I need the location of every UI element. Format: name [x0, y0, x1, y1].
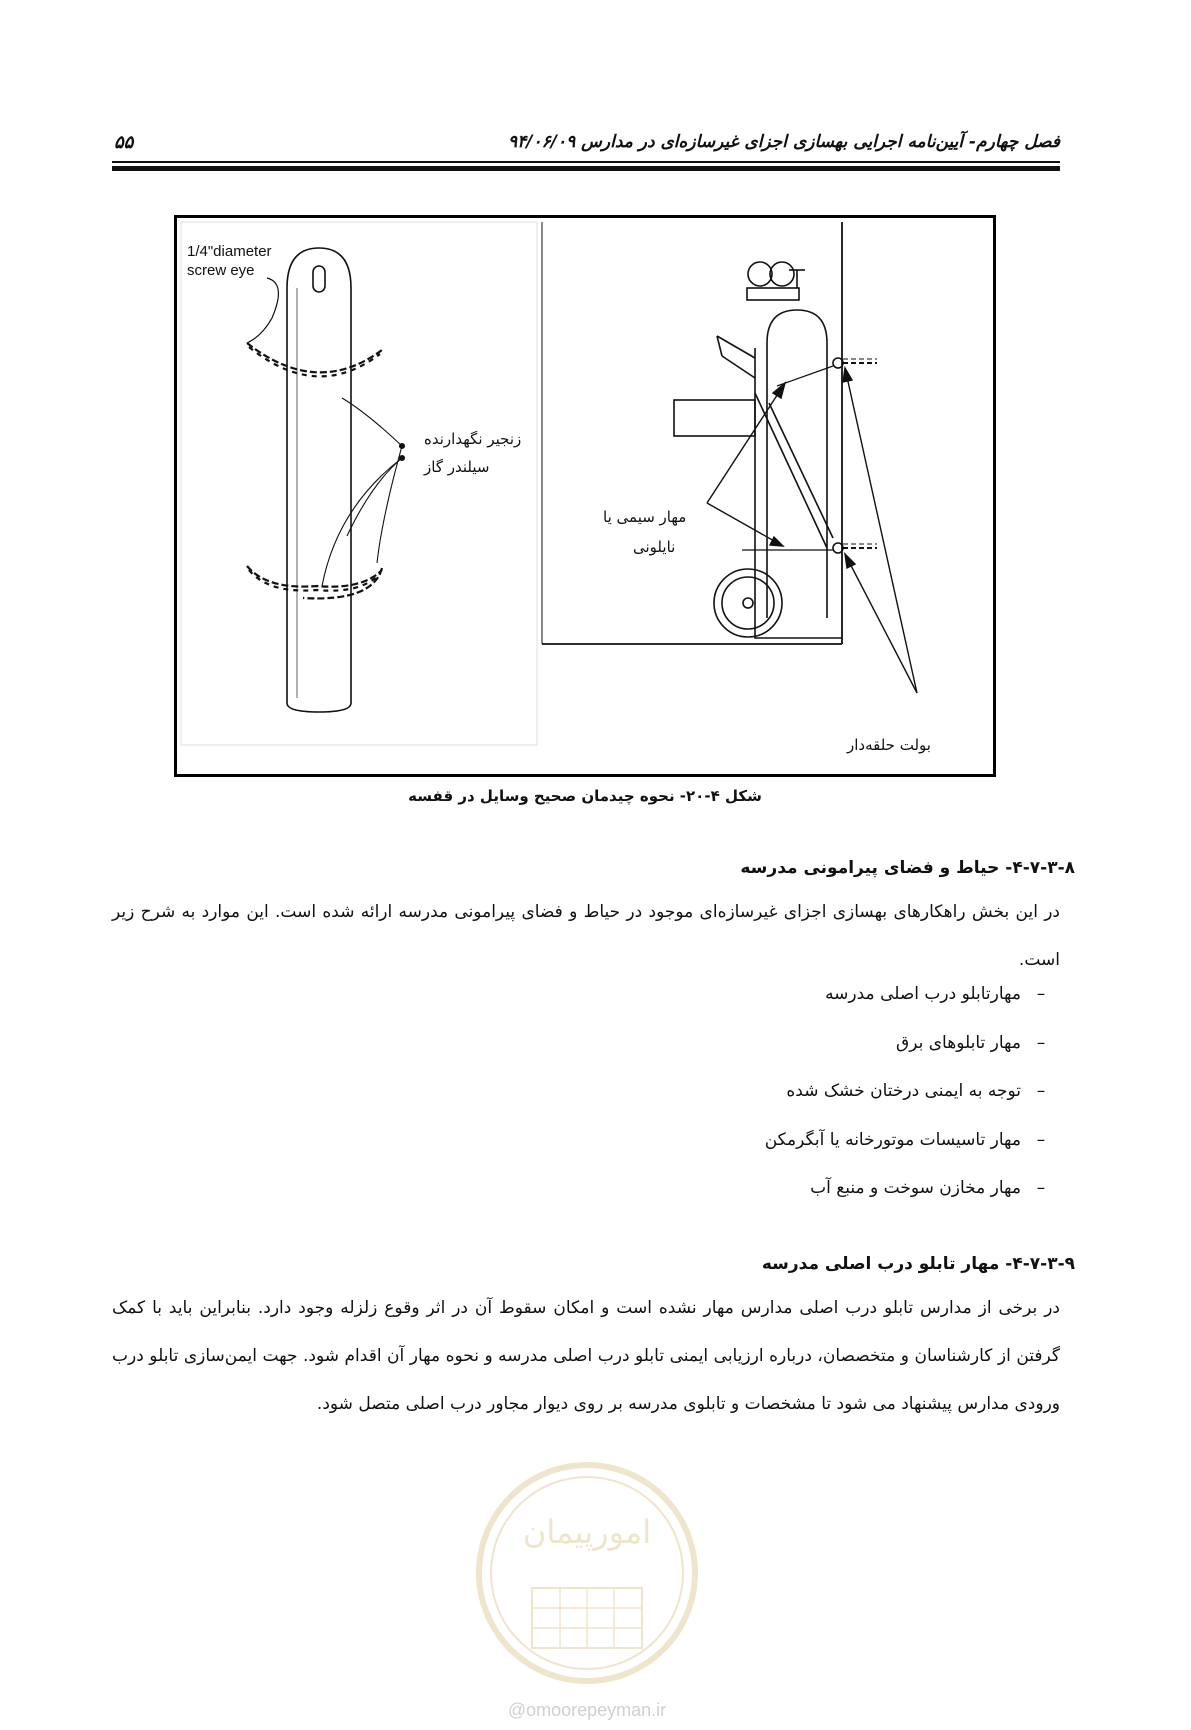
chain-upper	[247, 343, 382, 376]
list-item: –مهار تابلوهای برق	[765, 1033, 1061, 1082]
gas-cylinder-left	[287, 248, 351, 712]
eye-bolts	[833, 358, 877, 553]
label-chain-line2: سیلندر گاز	[424, 458, 490, 476]
list-item: –مهار تاسیسات موتورخانه یا آبگرمکن	[765, 1130, 1061, 1179]
list-item: –توجه به ایمنی درختان خشک شده	[765, 1081, 1061, 1130]
list-item: –مهار مخازن سوخت و منبع آب	[765, 1178, 1061, 1227]
chain-lower	[247, 566, 382, 598]
bullet-dash: –	[1036, 1081, 1046, 1101]
figure-gas-cylinder-restraint	[174, 215, 996, 777]
label-strap-line1: مهار سیمی یا	[603, 508, 687, 526]
watermark-logo	[472, 1458, 702, 1730]
section-8-list	[765, 984, 1061, 1227]
figure-drawing	[177, 218, 993, 774]
bullet-dash: –	[1036, 1129, 1046, 1150]
chapter-title: فصل چهارم- آیین‌نامه اجرایی بهسازی اجزای غیرسازه‌ای در مدارس ۹۴/۰۶/۰۹	[508, 132, 1060, 152]
hand-truck	[674, 336, 842, 638]
label-eye-bolt: بولت حلقه‌دار	[847, 736, 931, 754]
section-9-heading: ۴-۷-۳-۹- مهار تابلو درب اصلی مدرسه	[761, 1254, 1075, 1274]
chain-leaders	[322, 398, 405, 586]
section-8-paragraph: در این بخش راهکارهای بهسازی اجزای غیرسازه‌ای موجود در حیاط و فضای پیرامونی مدرسه ارائه شده است. این موارد به شرح زیر است.	[112, 902, 1060, 970]
bullet-dash: –	[1036, 1032, 1046, 1053]
section-8-heading: ۴-۷-۳-۸- حیاط و فضای پیرامونی مدرسه	[740, 858, 1075, 878]
list-item: –مهارتابلو درب اصلی مدرسه	[765, 984, 1061, 1033]
bolt-arrows	[843, 368, 917, 693]
label-strap-line2: نایلونی	[633, 538, 676, 556]
strap-arrows	[707, 383, 785, 546]
header-rule-thin	[112, 161, 1060, 163]
seal-icon	[472, 1458, 702, 1688]
label-chain-line1: زنجیر نگهدارنده	[424, 430, 522, 448]
figure-caption: شکل ۴-۲۰- نحوه چیدمان صحیح وسایل در قفسه	[408, 787, 762, 805]
label-screw-eye: 1/4"diameter screw eye	[187, 243, 272, 279]
header-rule-thick	[112, 166, 1060, 171]
section-9-paragraph: در برخی از مدارس تابلو درب اصلی مدارس مهار نشده است و امکان سقوط آن در اثر وقوع زلزله وجود دارد. بنابراین باید با کمک گرفتن از کارشناسان و متخصصان، درباره ارزیابی ایمنی تابلو درب اصلی مدرسه و نحوه مهار آن اقدام شود. جهت ایمن‌سازی تابلو درب ورودی مدارس پیشنهاد می شود تا مشخصات و تابلوی مدرسه بر روی دیوار مجاور درب اصلی متصل شود.	[112, 1298, 1060, 1414]
bullet-dash: –	[1036, 984, 1046, 1004]
svg-text:امورپیمان: امورپیمان	[522, 1513, 652, 1551]
watermark-site: @omoorepeyman.ir	[507, 1700, 667, 1720]
page-number: ۵۵	[114, 132, 134, 153]
bullet-dash: –	[1036, 1178, 1046, 1198]
